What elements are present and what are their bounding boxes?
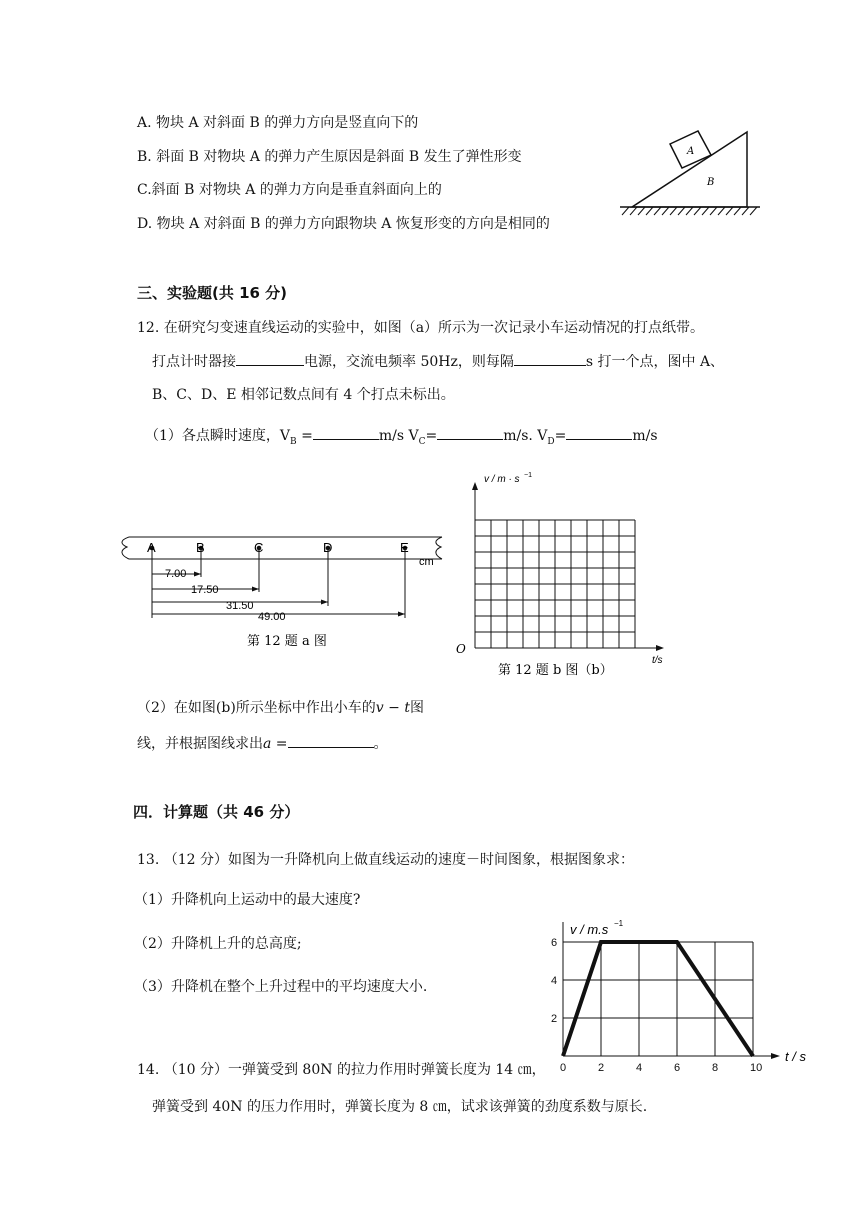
- blank-vc[interactable]: [437, 426, 503, 440]
- vt-chart: [540, 914, 812, 1084]
- tape-caption: 第 12 题 a 图: [247, 634, 327, 649]
- tape-point-b: B: [196, 540, 205, 555]
- chart-x-tick: 2: [598, 1062, 605, 1074]
- q13-part1: （1）升降机向上运动中的最大速度?: [134, 892, 361, 908]
- tape-dist-ab: 7.00: [165, 568, 187, 580]
- block-label: A: [687, 146, 695, 157]
- blank-interval[interactable]: [514, 352, 586, 366]
- incline-figure: [610, 118, 770, 218]
- option-d: D. 物块 A 对斜面 B 的弹力方向跟物块 A 恢复形变的方向是相同的: [137, 216, 550, 232]
- section-4-title: 四．计算题（共 46 分）: [133, 803, 300, 821]
- tape-dist-ae: 49.00: [258, 611, 286, 623]
- chart-y-tick: 2: [551, 1013, 558, 1025]
- tape-figure: [115, 530, 460, 650]
- chart-y-tick: 4: [551, 975, 558, 987]
- blank-acceleration[interactable]: [288, 734, 374, 748]
- q13-part3: （3）升降机在整个上升过程中的平均速度大小.: [134, 979, 428, 995]
- option-b: B. 斜面 B 对物块 A 的弹力产生原因是斜面 B 发生了弹性形变: [137, 149, 522, 165]
- chart-xlabel: t / s: [785, 1049, 806, 1064]
- q12-part2-line2: 线，并根据图线求出a = 。: [137, 736, 388, 752]
- blank-vd[interactable]: [566, 426, 632, 440]
- grid-x-label: t/s: [652, 655, 663, 666]
- q14-line1: 14. （10 分）一弹簧受到 80N 的拉力作用时弹簧长度为 14 ㎝，: [137, 1062, 546, 1078]
- chart-y-tick: 6: [551, 937, 558, 949]
- chart-x-tick: 4: [636, 1062, 643, 1074]
- chart-ylabel: v / m.s: [570, 922, 609, 937]
- option-c: C.斜面 B 对物块 A 的弹力方向是垂直斜面向上的: [137, 182, 442, 198]
- tape-dist-ad: 31.50: [226, 600, 254, 612]
- grid-origin: O: [456, 642, 466, 656]
- grid-y-label-exp: −1: [524, 472, 532, 479]
- q12-part1: （1）各点瞬时速度，$V_B = m/s$ $V_C= m/s$. $V_D= m/s$: [145, 428, 658, 447]
- q14-line2: 弹簧受到 40N 的压力作用时，弹簧长度为 8 ㎝，试求该弹簧的劲度系数与原长.: [152, 1099, 648, 1115]
- chart-ylabel-exp: −1: [614, 919, 624, 928]
- q12-line3: B、C、D、E 相邻记数点间有 4 个打点未标出。: [152, 387, 455, 403]
- grid-figure: [450, 468, 690, 683]
- grid-caption: 第 12 题 b 图（b）: [498, 663, 613, 678]
- tape-point-e: E: [400, 540, 409, 555]
- tape-point-d: D: [323, 540, 333, 555]
- blank-vb[interactable]: [313, 426, 379, 440]
- tape-dist-ac: 17.50: [191, 584, 219, 596]
- tape-point-a: A: [147, 540, 156, 555]
- series-line: [563, 942, 753, 1056]
- grid-y-label: v / m · s: [484, 474, 520, 485]
- q13-stem: 13. （12 分）如图为一升降机向上做直线运动的速度－时间图象，根据图象求：: [137, 852, 634, 868]
- x-axis-arrow: [771, 1053, 780, 1059]
- q13-part2: （2）升降机上升的总高度;: [134, 936, 302, 952]
- tape-point-c: C: [254, 540, 264, 555]
- section-3-title: 三、实验题(共 16 分): [137, 284, 288, 302]
- blank-power[interactable]: [236, 352, 304, 366]
- incline-label: B: [707, 177, 715, 188]
- q12-part2: （2）在如图(b)所示坐标中作出小车的v − t图: [137, 700, 424, 716]
- option-a: A. 物块 A 对斜面 B 的弹力方向是竖直向下的: [137, 115, 419, 131]
- chart-x-tick: 6: [674, 1062, 681, 1074]
- incline-b: [632, 132, 747, 207]
- chart-x-tick: 8: [712, 1062, 719, 1074]
- tape-unit: cm: [419, 556, 434, 568]
- q12-line1: 12. 在研究匀变速直线运动的实验中，如图（a）所示为一次记录小车运动情况的打点纸带。: [137, 320, 705, 336]
- chart-x-tick: 10: [750, 1062, 763, 1074]
- q12-line2: 打点计时器接 电源，交流电频率 50Hz，则每隔 s 打一个点，图中 A、: [152, 354, 725, 370]
- chart-x-tick: 0: [560, 1062, 567, 1074]
